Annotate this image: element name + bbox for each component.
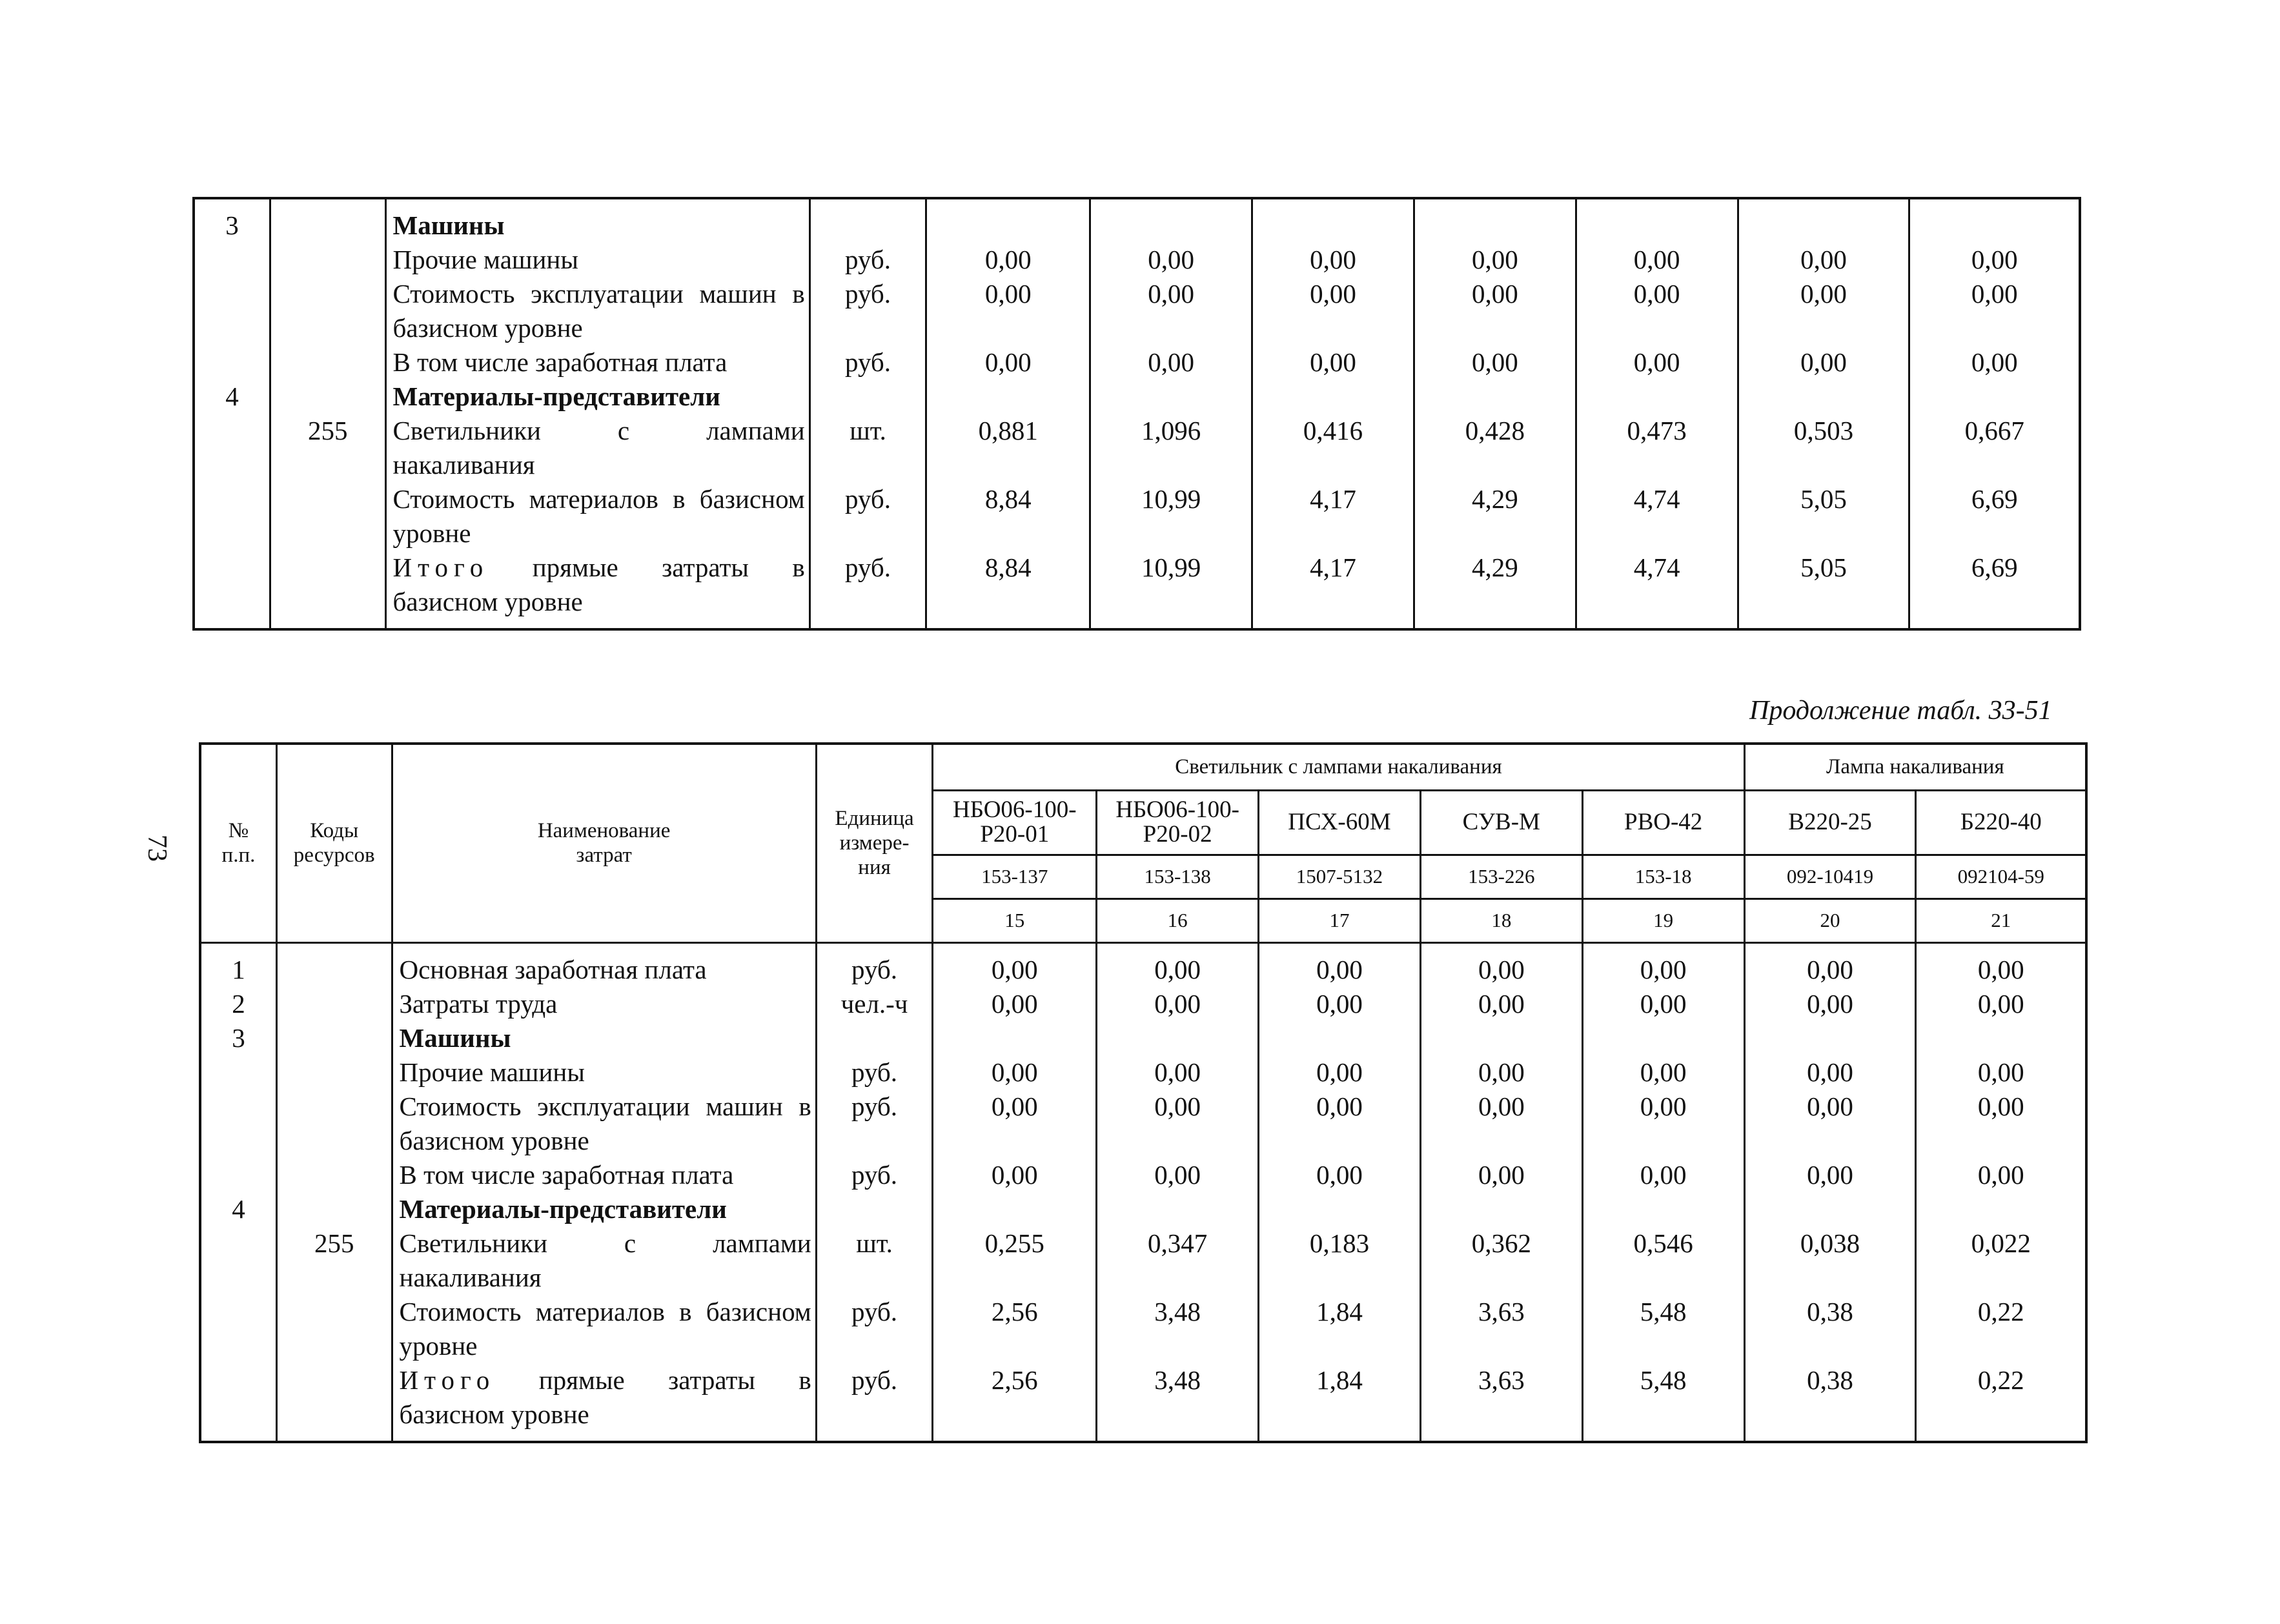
value-cell: 0,00 (933, 1055, 1097, 1090)
resource-code (276, 942, 392, 987)
column-model: НБО06-100-Р20-01 (933, 790, 1097, 855)
table-row (194, 414, 2080, 482)
spacer-cell (1097, 1432, 1259, 1442)
cost-name-text: прямые затраты в базисном уровне (399, 1365, 811, 1429)
column-code: 153-138 (1097, 855, 1259, 898)
value-cell: 0,00 (1582, 1090, 1744, 1158)
value-cell: 0,00 (1097, 987, 1259, 1021)
value-cell: 0,00 (1916, 1090, 2086, 1158)
value-cell: 1,84 (1259, 1363, 1421, 1432)
resource-code (276, 1055, 392, 1090)
value-cell: 0,00 (933, 1090, 1097, 1158)
value-cell: 10,99 (1090, 482, 1252, 551)
header-num: № п.п. (200, 744, 276, 942)
value-cell: 0,00 (1744, 987, 1916, 1021)
value-cell (1582, 1192, 1744, 1226)
column-number: 20 (1744, 898, 1916, 942)
column-model: РВО-42 (1582, 790, 1744, 855)
value-cell: 3,63 (1420, 1295, 1582, 1363)
table-top (192, 197, 2081, 631)
resource-code (270, 277, 385, 345)
unit: руб. (816, 942, 933, 987)
unit: руб. (809, 277, 926, 345)
value-cell: 0,00 (1252, 243, 1414, 277)
total-prefix: Итого (399, 1365, 496, 1395)
column-model: НБО06-100-Р20-02 (1097, 790, 1259, 855)
cost-name: В том числе заработная плата (385, 345, 809, 380)
value-cell (1744, 1192, 1916, 1226)
spacer-cell (1420, 1432, 1582, 1442)
cost-name: Стоимость эксплуатации машин в базисном уровне (392, 1090, 816, 1158)
value-cell: 0,00 (1744, 1055, 1916, 1090)
cost-name: Прочие машины (392, 1055, 816, 1090)
value-cell: 0,00 (1420, 1090, 1582, 1158)
column-number: 15 (933, 898, 1097, 942)
row-number (200, 1226, 276, 1295)
value-cell: 0,00 (1744, 942, 1916, 987)
value-cell (1259, 1192, 1421, 1226)
value-cell: 0,22 (1916, 1295, 2086, 1363)
unit: руб. (809, 243, 926, 277)
row-number (194, 414, 270, 482)
unit: чел.-ч (816, 987, 933, 1021)
row-number: 4 (200, 1192, 276, 1226)
resource-code (276, 1363, 392, 1432)
value-cell: 0,881 (926, 414, 1090, 482)
value-cell: 2,56 (933, 1363, 1097, 1432)
value-cell: 0,00 (1744, 1090, 1916, 1158)
value-cell: 0,00 (1259, 987, 1421, 1021)
value-cell: 0,00 (1252, 277, 1414, 345)
spacer-cell (809, 619, 926, 629)
column-number: 19 (1582, 898, 1744, 942)
row-number (194, 551, 270, 619)
spacer-cell (385, 619, 809, 629)
value-cell: 0,00 (1909, 243, 2080, 277)
column-model: В220-25 (1744, 790, 1916, 855)
value-cell (1909, 198, 2080, 243)
table-row (200, 1192, 2086, 1226)
value-cell: 10,99 (1090, 551, 1252, 619)
value-cell (1576, 380, 1738, 414)
column-code: 1507-5132 (1259, 855, 1421, 898)
table-top-body (194, 198, 2080, 629)
unit: руб. (809, 551, 926, 619)
column-model: Б220-40 (1916, 790, 2086, 855)
value-cell: 0,38 (1744, 1363, 1916, 1432)
unit: шт. (816, 1226, 933, 1295)
value-cell: 0,416 (1252, 414, 1414, 482)
resource-code (276, 987, 392, 1021)
unit (816, 1021, 933, 1055)
value-cell: 3,48 (1097, 1363, 1259, 1432)
value-cell (1090, 380, 1252, 414)
column-code: 092104-59 (1916, 855, 2086, 898)
unit: руб. (816, 1090, 933, 1158)
value-cell: 1,84 (1259, 1295, 1421, 1363)
value-cell: 1,096 (1090, 414, 1252, 482)
continuation-caption: Продолжение табл. 33-51 (1749, 696, 2052, 726)
header-group-lamps: Лампа накаливания (1744, 744, 2086, 790)
resource-code (270, 345, 385, 380)
row-number (200, 1295, 276, 1363)
value-cell: 0,22 (1916, 1363, 2086, 1432)
value-cell: 0,00 (1744, 1158, 1916, 1192)
cost-name: Светильники с лампами накаливания (392, 1226, 816, 1295)
table-row (200, 1226, 2086, 1295)
value-cell (1097, 1192, 1259, 1226)
table-row (194, 482, 2080, 551)
value-cell (933, 1021, 1097, 1055)
resource-code (270, 243, 385, 277)
page-number: 73 (142, 835, 172, 862)
value-cell: 0,00 (1414, 277, 1576, 345)
spacer-cell (926, 619, 1090, 629)
cost-name (392, 1363, 816, 1432)
spacer-cell (270, 619, 385, 629)
resource-code (276, 1295, 392, 1363)
value-cell (1420, 1021, 1582, 1055)
spacer-cell (1582, 1432, 1744, 1442)
resource-code (276, 1192, 392, 1226)
column-number: 18 (1420, 898, 1582, 942)
value-cell: 0,00 (1259, 1055, 1421, 1090)
value-cell: 6,69 (1909, 482, 2080, 551)
row-number (200, 1363, 276, 1432)
header-codes: Коды ресурсов (276, 744, 392, 942)
value-cell: 0,00 (926, 277, 1090, 345)
value-cell: 5,48 (1582, 1363, 1744, 1432)
table-header (200, 744, 2086, 942)
value-cell: 0,00 (933, 1158, 1097, 1192)
column-code: 153-137 (933, 855, 1097, 898)
spacer-cell (1916, 1432, 2086, 1442)
table-row (200, 1158, 2086, 1192)
value-cell: 0,00 (1259, 1090, 1421, 1158)
value-cell: 0,00 (1090, 345, 1252, 380)
table-row (200, 987, 2086, 1021)
column-model: СУВ-М (1420, 790, 1582, 855)
value-cell (1909, 380, 2080, 414)
value-cell (1252, 198, 1414, 243)
resource-code (276, 1158, 392, 1192)
value-cell: 0,00 (1916, 987, 2086, 1021)
table-row (200, 1363, 2086, 1432)
value-cell: 4,74 (1576, 482, 1738, 551)
resource-code: 255 (276, 1226, 392, 1295)
value-cell: 0,00 (1259, 1158, 1421, 1192)
spacer-cell (1414, 619, 1576, 629)
value-cell: 0,00 (1916, 942, 2086, 987)
spacer-cell (276, 1432, 392, 1442)
unit: шт. (809, 414, 926, 482)
cost-name-text: прямые затраты в базисном уровне (392, 553, 805, 616)
resource-code (270, 380, 385, 414)
spacer-cell (816, 1432, 933, 1442)
column-code: 092-10419 (1744, 855, 1916, 898)
row-number: 1 (200, 942, 276, 987)
cost-name: Стоимость эксплуатации машин в базисном уровне (385, 277, 809, 345)
value-cell: 0,00 (1916, 1158, 2086, 1192)
value-cell: 0,00 (926, 243, 1090, 277)
value-cell: 2,56 (933, 1295, 1097, 1363)
cost-name: Стоимость материалов в базисном уровне (392, 1295, 816, 1363)
column-code: 153-226 (1420, 855, 1582, 898)
spacer-cell (200, 1432, 276, 1442)
value-cell (1090, 198, 1252, 243)
value-cell (1259, 1021, 1421, 1055)
value-cell: 0,00 (933, 987, 1097, 1021)
row-number: 2 (200, 987, 276, 1021)
value-cell: 0,503 (1738, 414, 1909, 482)
value-cell: 0,00 (1909, 277, 2080, 345)
value-cell: 3,48 (1097, 1295, 1259, 1363)
value-cell: 5,05 (1738, 482, 1909, 551)
value-cell: 0,00 (1420, 987, 1582, 1021)
resource-code (270, 198, 385, 243)
spacer-cell (933, 1432, 1097, 1442)
row-number (194, 277, 270, 345)
value-cell: 0,022 (1916, 1226, 2086, 1295)
value-cell: 0,00 (1097, 1055, 1259, 1090)
row-number (194, 482, 270, 551)
value-cell (1252, 380, 1414, 414)
resource-code (270, 482, 385, 551)
value-cell: 4,17 (1252, 482, 1414, 551)
spacer-cell (1738, 619, 1909, 629)
value-cell: 0,00 (1259, 942, 1421, 987)
value-cell: 0,00 (1582, 942, 1744, 987)
value-cell (1738, 380, 1909, 414)
spacer-cell (1090, 619, 1252, 629)
value-cell: 0,00 (1738, 345, 1909, 380)
value-cell (933, 1192, 1097, 1226)
cost-name: Материалы-представители (392, 1192, 816, 1226)
value-cell: 0,255 (933, 1226, 1097, 1295)
value-cell: 0,00 (1582, 1055, 1744, 1090)
cost-name: Затраты труда (392, 987, 816, 1021)
value-cell: 0,00 (1090, 243, 1252, 277)
value-cell (926, 380, 1090, 414)
value-cell (1738, 198, 1909, 243)
header-group-lamps-fixtures: Светильник с лампами накаливания (933, 744, 1744, 790)
table-bottom-body (200, 942, 2086, 1442)
value-cell: 0,00 (1738, 277, 1909, 345)
value-cell: 0,00 (933, 942, 1097, 987)
value-cell: 5,48 (1582, 1295, 1744, 1363)
column-number: 16 (1097, 898, 1259, 942)
value-cell (1916, 1192, 2086, 1226)
value-cell (1414, 198, 1576, 243)
spacer-cell (1744, 1432, 1916, 1442)
table-row (194, 277, 2080, 345)
cost-name: Материалы-представители (385, 380, 809, 414)
value-cell: 0,00 (1582, 1158, 1744, 1192)
value-cell (1414, 380, 1576, 414)
value-cell (1097, 1021, 1259, 1055)
table-row (194, 380, 2080, 414)
value-cell: 0,00 (926, 345, 1090, 380)
value-cell: 0,546 (1582, 1226, 1744, 1295)
column-number: 21 (1916, 898, 2086, 942)
spacer-cell (1252, 619, 1414, 629)
resource-code: 255 (270, 414, 385, 482)
table-row (200, 942, 2086, 987)
value-cell (1420, 1192, 1582, 1226)
table-row (194, 198, 2080, 243)
value-cell: 0,428 (1414, 414, 1576, 482)
table-row (200, 1090, 2086, 1158)
cost-name: Машины (385, 198, 809, 243)
value-cell: 0,38 (1744, 1295, 1916, 1363)
value-cell: 6,69 (1909, 551, 2080, 619)
value-cell: 0,00 (1097, 1158, 1259, 1192)
value-cell: 0,00 (1252, 345, 1414, 380)
resource-code (276, 1090, 392, 1158)
cost-name: Стоимость материалов в базисном уровне (385, 482, 809, 551)
spacer-cell (392, 1432, 816, 1442)
value-cell (1916, 1021, 2086, 1055)
value-cell: 0,00 (1414, 345, 1576, 380)
unit: руб. (816, 1158, 933, 1192)
value-cell: 0,00 (1420, 1158, 1582, 1192)
value-cell: 0,00 (1097, 942, 1259, 987)
table-row (200, 1055, 2086, 1090)
column-number: 17 (1259, 898, 1421, 942)
table-row (200, 1021, 2086, 1055)
row-number: 3 (194, 198, 270, 243)
cost-name: Машины (392, 1021, 816, 1055)
row-number (200, 1090, 276, 1158)
row-number: 4 (194, 380, 270, 414)
spacer-cell (1909, 619, 2080, 629)
value-cell: 0,00 (1582, 987, 1744, 1021)
value-cell: 0,00 (1090, 277, 1252, 345)
unit: руб. (816, 1295, 933, 1363)
table-row (194, 345, 2080, 380)
cost-name: Светильники с лампами накаливания (385, 414, 809, 482)
value-cell: 0,347 (1097, 1226, 1259, 1295)
unit: руб. (816, 1055, 933, 1090)
row-number (200, 1055, 276, 1090)
row-number (200, 1158, 276, 1192)
value-cell: 4,29 (1414, 551, 1576, 619)
value-cell: 0,00 (1420, 942, 1582, 987)
value-cell: 0,00 (1420, 1055, 1582, 1090)
row-number (194, 243, 270, 277)
unit: руб. (816, 1363, 933, 1432)
value-cell: 5,05 (1738, 551, 1909, 619)
value-cell: 4,74 (1576, 551, 1738, 619)
cost-name: Прочие машины (385, 243, 809, 277)
column-model: ПСХ-60М (1259, 790, 1421, 855)
value-cell (1576, 198, 1738, 243)
value-cell: 0,183 (1259, 1226, 1421, 1295)
unit: руб. (809, 345, 926, 380)
value-cell (926, 198, 1090, 243)
cost-name: В том числе заработная плата (392, 1158, 816, 1192)
value-cell: 4,29 (1414, 482, 1576, 551)
table-row (194, 243, 2080, 277)
column-code: 153-18 (1582, 855, 1744, 898)
table-bottom (199, 742, 2088, 1443)
value-cell: 0,00 (1414, 243, 1576, 277)
value-cell: 0,667 (1909, 414, 2080, 482)
spacer-cell (194, 619, 270, 629)
value-cell (1744, 1021, 1916, 1055)
table-row (194, 551, 2080, 619)
total-prefix: Итого (392, 553, 489, 582)
row-number: 3 (200, 1021, 276, 1055)
value-cell: 0,00 (1738, 243, 1909, 277)
value-cell: 0,00 (1576, 345, 1738, 380)
unit (809, 198, 926, 243)
unit: руб. (809, 482, 926, 551)
value-cell: 0,362 (1420, 1226, 1582, 1295)
unit (809, 380, 926, 414)
spacer-cell (1259, 1432, 1421, 1442)
table-row (200, 1295, 2086, 1363)
value-cell: 3,63 (1420, 1363, 1582, 1432)
value-cell: 0,00 (1097, 1090, 1259, 1158)
value-cell: 0,00 (1909, 345, 2080, 380)
resource-code (270, 551, 385, 619)
value-cell: 0,00 (1576, 243, 1738, 277)
header-name: Наименование затрат (392, 744, 816, 942)
value-cell: 0,00 (1916, 1055, 2086, 1090)
spacer-cell (1576, 619, 1738, 629)
unit (816, 1192, 933, 1226)
cost-name (385, 551, 809, 619)
value-cell: 8,84 (926, 551, 1090, 619)
table-spacer (194, 619, 2080, 629)
value-cell: 0,473 (1576, 414, 1738, 482)
table-spacer (200, 1432, 2086, 1442)
value-cell: 4,17 (1252, 551, 1414, 619)
value-cell: 0,00 (1576, 277, 1738, 345)
row-number (194, 345, 270, 380)
value-cell: 0,038 (1744, 1226, 1916, 1295)
header-unit: Единица измере-ния (816, 744, 933, 942)
value-cell: 8,84 (926, 482, 1090, 551)
resource-code (276, 1021, 392, 1055)
cost-name: Основная заработная плата (392, 942, 816, 987)
value-cell (1582, 1021, 1744, 1055)
